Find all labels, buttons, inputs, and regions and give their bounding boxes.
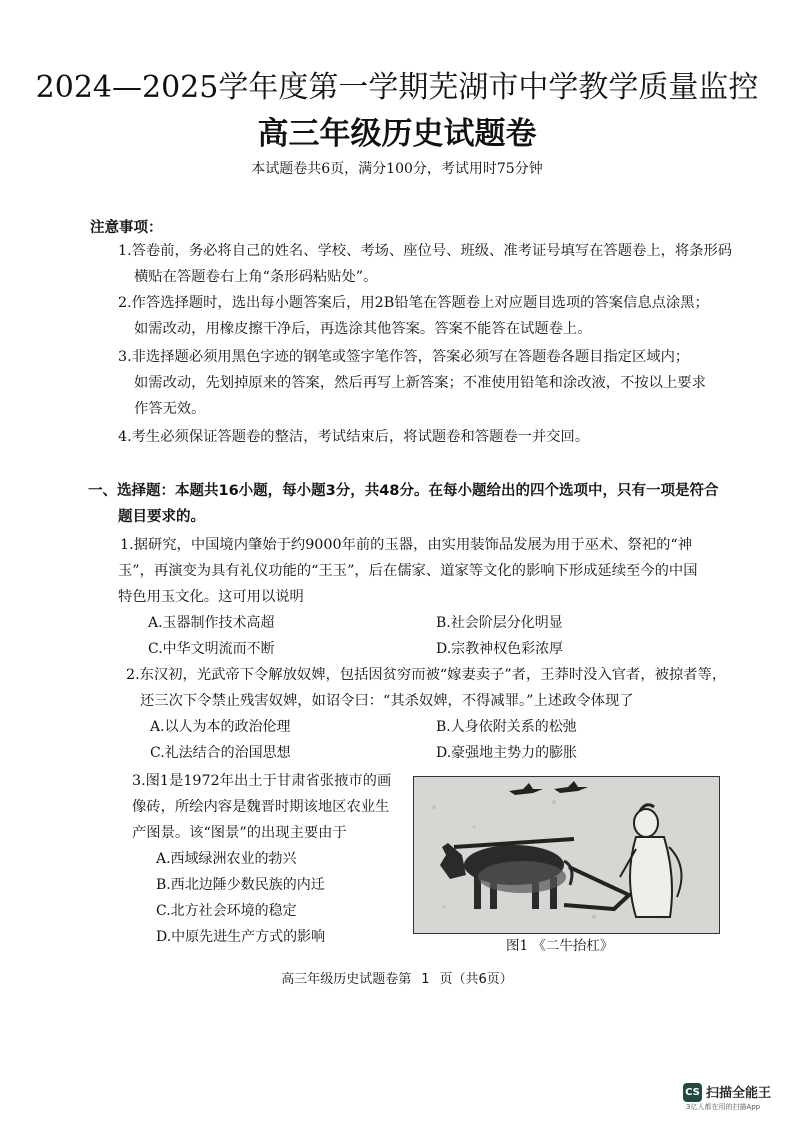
option-a: A.玉器制作技术高超: [148, 615, 275, 631]
scanner-tagline: 3亿人都在用的扫描App: [686, 1103, 761, 1111]
option-c: C.礼法结合的治国思想: [150, 745, 291, 761]
scanner-logo-icon: CS: [683, 1083, 702, 1102]
footer-prefix: 高三年级历史试题卷第: [281, 972, 412, 987]
question-3-text: 产图景。该“图景”的出现主要由于: [132, 825, 347, 841]
notice-heading: 注意事项：: [90, 220, 163, 236]
option-a: A.以人为本的政治伦理: [150, 719, 291, 735]
notice-line: 横贴在答题卷右上角“条形码粘贴处”。: [134, 269, 378, 285]
option-a: A.西域绿洲农业的勃兴: [156, 851, 297, 867]
option-c: C.北方社会环境的稳定: [156, 903, 297, 919]
footer-page-number: 1: [421, 972, 430, 987]
notice-line: 4.考生必须保证答题卷的整洁，考试结束后，将试题卷和答题卷一并交回。: [118, 429, 590, 445]
notice-line: 1.答卷前，务必将自己的姓名、学校、考场、座位号、班级、准考证号填写在答题卷上，将条形码: [118, 243, 733, 259]
section-heading: 题目要求的。: [118, 509, 205, 525]
figure-caption: 图1 《二牛抬杠》: [506, 938, 614, 954]
page-footer: [0, 968, 794, 987]
option-d: D.豪强地主势力的膨胀: [436, 745, 578, 761]
section-heading: 一、选择题：本题共16小题，每小题3分，共48分。在每小题给出的四个选项中，只有一项是符合: [88, 483, 719, 499]
question-1-text: 1.据研究，中国境内肇始于约9000年前的玉器，由实用装饰品发展为用于巫术、祭祀的“神: [120, 537, 693, 553]
exam-info: 本试题卷共6页，满分100分，考试用时75分钟: [251, 161, 543, 177]
exam-header-title: 2024—2025学年度第一学期芜湖市中学教学质量监控: [35, 70, 759, 105]
option-b: B.西北边陲少数民族的内迁: [156, 877, 325, 893]
question-3-text: 像砖，所绘内容是魏晋时期该地区农业生: [132, 799, 390, 815]
scanner-app-name: 扫描全能王: [706, 1086, 772, 1101]
option-b: B.社会阶层分化明显: [436, 615, 563, 631]
figure-painted-brick: [413, 776, 720, 934]
exam-subject-title: 高三年级历史试题卷: [257, 116, 537, 152]
question-1-text: 玉”，再演变为具有礼仪功能的“王玉”，后在儒家、道家等文化的影响下形成延续至今的中国: [118, 563, 698, 579]
question-2-text: 2.东汉初，光武帝下令解放奴婢，包括因贫穷而被“嫁妻卖子”者，王莽时没入官者，被掠者等，: [126, 667, 727, 683]
notice-line: 3.非选择题必须用黑色字迹的钢笔或签字笔作答，答案必须写在答题卷各题目指定区域内；: [118, 349, 690, 365]
oxen-plowing-illustration: [414, 777, 719, 933]
notice-line: 如需改动，先划掉原来的答案，然后再写上新答案；不准使用铅笔和涂改液，不按以上要求: [134, 375, 706, 391]
footer-suffix: 页（共6页）: [439, 972, 513, 987]
notice-line: 2.作答选择题时，选出每小题答案后，用2B铅笔在答题卷上对应题目选项的答案信息点涂黑；: [118, 295, 709, 311]
question-2-text: 还三次下令禁止残害奴婢，如诏令曰：“其杀奴婢，不得减罪。”上述政令体现了: [140, 693, 634, 709]
option-b: B.人身依附关系的松弛: [436, 719, 577, 735]
option-d: D.宗教神权色彩浓厚: [436, 641, 564, 657]
option-d: D.中原先进生产方式的影响: [156, 929, 326, 945]
question-1-text: 特色用玉文化。这可用以说明: [118, 589, 304, 605]
option-c: C.中华文明流而不断: [148, 641, 275, 657]
notice-line: 如需改动，用橡皮擦干净后，再选涂其他答案。答案不能答在试题卷上。: [134, 321, 592, 337]
question-3-text: 3.图1是1972年出土于甘肃省张掖市的画: [132, 773, 392, 789]
notice-line: 作答无效。: [134, 401, 206, 417]
